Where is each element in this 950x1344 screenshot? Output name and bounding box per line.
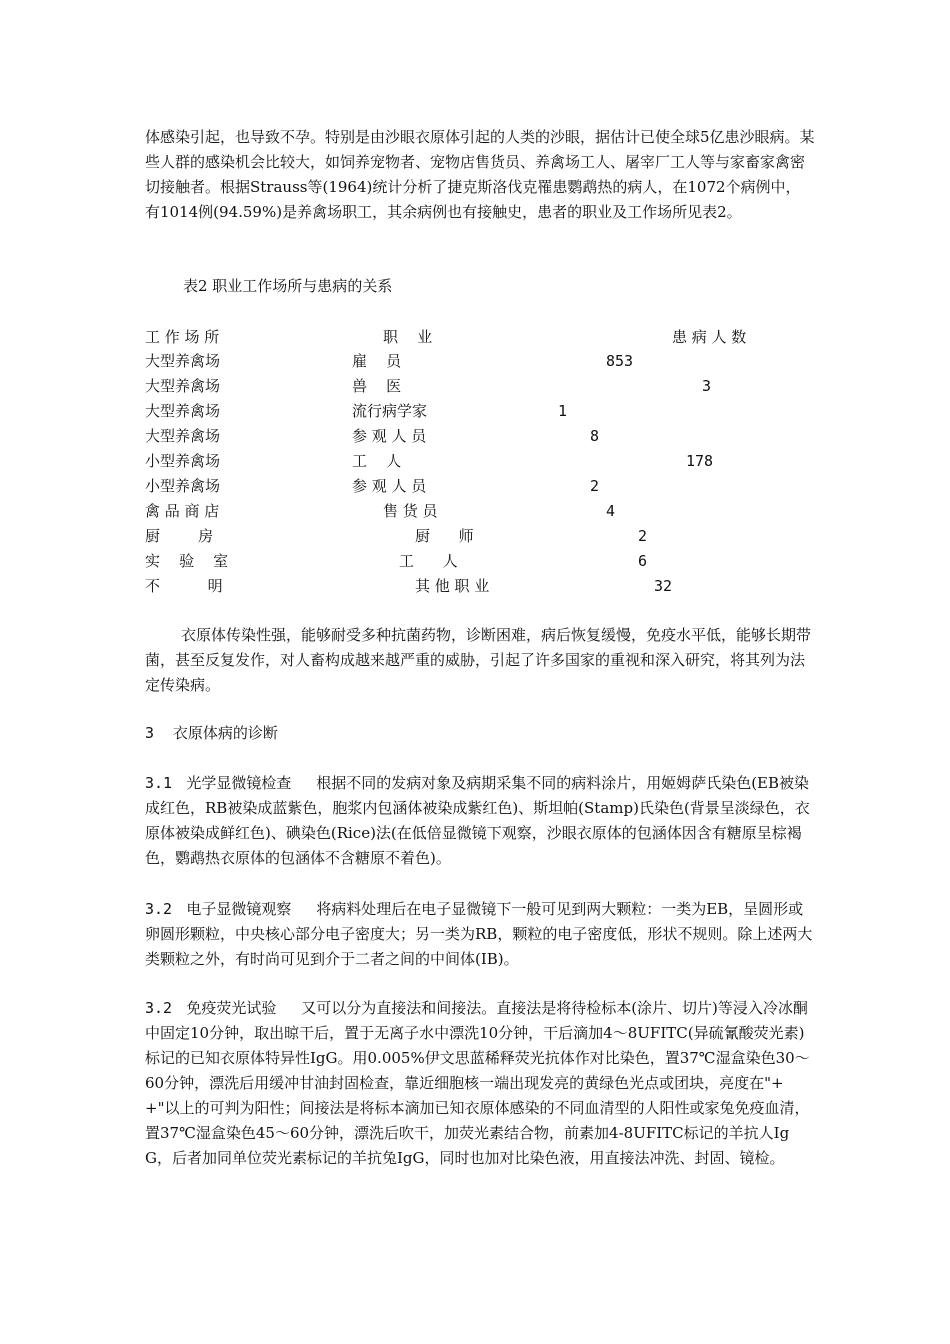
table-cell-cases: 6 — [638, 552, 648, 570]
table-cell-workplace: 禽 品 商 店 — [145, 502, 220, 520]
subsection-number: 3.2 — [145, 999, 173, 1017]
table-cell-occupation: 参 观 人 员 — [352, 427, 427, 445]
table-header-workplace: 工 作 场 所 — [145, 328, 220, 346]
table-cell-cases: 1 — [558, 402, 568, 420]
table-cell-cases: 8 — [590, 427, 600, 445]
table-cell-cases: 32 — [654, 577, 673, 595]
body-paragraph: 衣原体传染性强，能够耐受多种抗菌药物，诊断困难，病后恢复缓慢，免疫水平低，能够长期带菌，甚至反复发作，对人畜构成越来越严重的威胁，引起了许多国家的重视和深入研究，将其列为法定传染病。 — [145, 626, 812, 694]
table-cell-cases: 178 — [686, 452, 714, 470]
section-heading — [145, 723, 278, 743]
section-number: 3 — [145, 724, 155, 742]
table-cell-occupation: 售 货 员 — [383, 502, 438, 520]
table-cell-occupation: 兽 医 — [352, 377, 402, 395]
table-cell-workplace: 厨 房 — [145, 527, 214, 545]
table-header-cases: 患 病 人 数 — [672, 328, 747, 346]
table-cell-workplace: 实 验 室 — [145, 552, 229, 570]
subsection-text: 根据不同的发病对象及病期采集不同的病料涂片，用姬姆萨氏染色(EB被染成红色，RB被染成蓝紫色，胞浆内包涵体被染成紫红色)、斯坦帕(Stamp)氏染色(背景呈淡绿色，衣原体被染成鲜红色)、碘染色(Rice)法(在低倍显微镜下观察，沙眼衣原体的包涵体因含有糖原呈棕褐色，鹦鹉热衣原体的包涵体不含糖原不着色)。 — [145, 774, 810, 867]
table-header-occupation: 职 业 — [383, 328, 433, 346]
table-cell-workplace: 小型养禽场 — [145, 477, 221, 495]
intro-paragraph: 体感染引起，也导致不孕。特别是由沙眼衣原体引起的人类的沙眼，据估计已使全球5亿患沙眼病。某些人群的感染机会比较大，如饲养宠物者、宠物店售货员、养禽场工人、屠宰厂工人等与家畜家禽密切接触者。根据Strauss等(1964)统计分析了捷克斯洛伐克罹患鹦鹉热的病人，在1072个病例中，有1014例(94.59%)是养禽场职工，其余病例也有接触史，患者的职业及工作场所见表2。 — [145, 128, 815, 221]
subsection-3-3 — [145, 996, 815, 1171]
table-cell-workplace: 大型养禽场 — [145, 402, 221, 420]
subsection-text: 又可以分为直接法和间接法。直接法是将待检标本(涂片、切片)等浸入冷冰酮中固定10分钟，取出晾干后，置于无离子水中漂洗10分钟，干后滴加4～8UFITC(异硫氰酸荧光素)标记的已知衣原体特异性IgG。用0.005%伊文思蓝稀释荧光抗体作对比染色，置37℃湿盒染色30～60分钟，漂洗后用缓冲甘油封固检查，靠近细胞核一端出现发亮的黄绿色光点或团块，亮度在"++"以上的可判为阳性；间接法是将标本滴加已知衣原体感染的不同血清型的人阳性或家兔免疫血清，置37℃湿盒染色45～60分钟，漂洗后吹干，加荧光素结合物，前素加4-8UFITC标记的羊抗人IgG，后者加同单位荧光素标记的羊抗兔IgG，同时也加对比染色液，用直接法冲洗、封固、镜检。 — [145, 999, 810, 1167]
table-cell-occupation: 厨 师 — [415, 527, 474, 545]
table-cell-occupation: 工 人 — [399, 552, 458, 570]
subsection-title: 电子显微镜观察 — [186, 900, 292, 918]
subsection-3-1 — [145, 771, 815, 871]
table-cell-occupation: 雇 员 — [352, 352, 402, 370]
table-cell-occupation: 工 人 — [352, 452, 402, 470]
table-cell-workplace: 小型养禽场 — [145, 452, 221, 470]
table-cell-workplace: 大型养禽场 — [145, 427, 221, 445]
table-cell-cases: 853 — [606, 352, 634, 370]
table-cell-occupation: 流行病学家 — [352, 402, 428, 420]
table-cell-occupation: 其 他 职 业 — [415, 577, 490, 595]
table-cell-cases: 3 — [702, 377, 712, 395]
subsection-text: 将病料处理后在电子显微镜下一般可见到两大颗粒：一类为EB，呈圆形或卵圆形颗粒，中央核心部分电子密度大；另一类为RB，颗粒的电子密度低，形状不规则。除上述两大类颗粒之外，有时尚可见到介于二者之间的中间体(IB)。 — [145, 900, 813, 968]
subsection-number: 3.1 — [145, 774, 173, 792]
subsection-title: 光学显微镜检查 — [186, 774, 292, 792]
subsection-title: 免疫荧光试验 — [186, 999, 277, 1017]
table-cell-workplace: 大型养禽场 — [145, 352, 221, 370]
subsection-3-2 — [145, 897, 815, 972]
subsection-number: 3.2 — [145, 900, 173, 918]
table-cell-workplace: 大型养禽场 — [145, 377, 221, 395]
table-cell-cases: 2 — [638, 527, 648, 545]
table-cell-cases: 2 — [590, 477, 600, 495]
table-caption: 表2 职业工作场所与患病的关系 — [183, 277, 393, 295]
table-cell-occupation: 参 观 人 员 — [352, 477, 427, 495]
table-cell-workplace: 不 明 — [145, 577, 223, 595]
table-cell-cases: 4 — [606, 502, 616, 520]
section-title: 衣原体病的诊断 — [172, 724, 278, 742]
